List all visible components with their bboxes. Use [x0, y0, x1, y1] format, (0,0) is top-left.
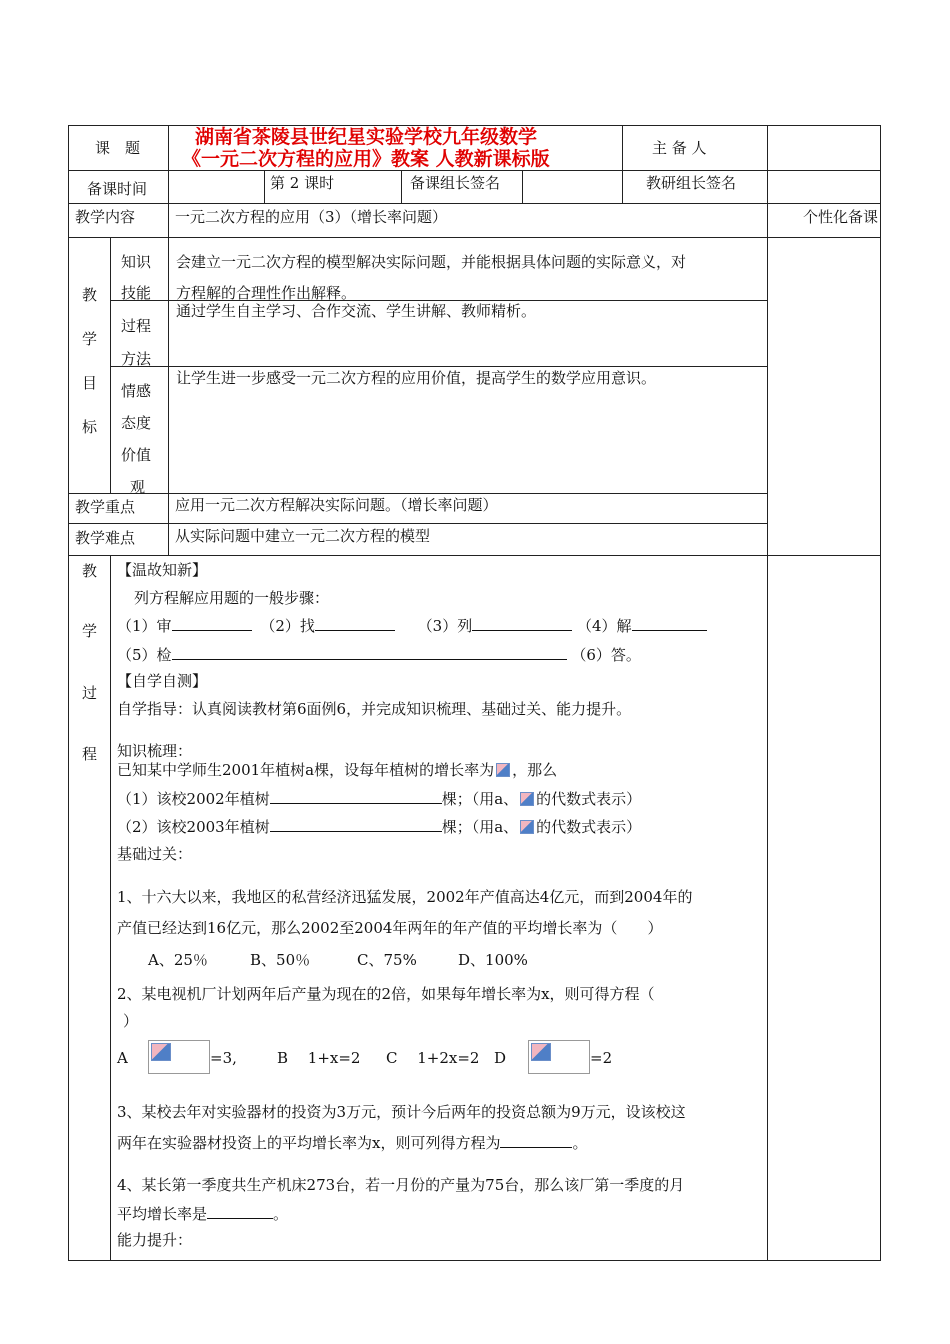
goals-label-char: 教 [82, 286, 98, 304]
knowledge-text: 方程解的合理性作出解释。 [176, 284, 357, 302]
process-label-char: 过 [82, 684, 98, 702]
grid-line [880, 125, 881, 1261]
knowledge-label: 技能 [121, 284, 152, 302]
sorting-intro-text: 已知某中学师生2001年植树a棵，设每年植树的增长率为 [117, 761, 495, 779]
exercise-2-option-d-label: D [494, 1049, 507, 1067]
study-guide: 自学指导：认真阅读教材第6面例6，并完成知识梳理、基础过关、能力提升。 [117, 700, 632, 718]
question-text: （2）该校2003年植树 [117, 818, 270, 836]
sorting-intro [117, 761, 557, 779]
sorting-question [117, 789, 641, 808]
answer-blank [270, 817, 442, 832]
step-4: （4）解 [576, 617, 632, 635]
exercise-1-option-c: C、75% [357, 951, 417, 969]
self-test-heading: 【自学自测】 [117, 672, 208, 690]
goals-label-char: 学 [82, 330, 98, 348]
grid-line [264, 170, 265, 203]
grid-line [522, 170, 523, 203]
grid-line [622, 125, 623, 203]
step-line [117, 645, 641, 664]
preparer-label: 主 备 人 [652, 139, 707, 157]
content-label: 教学内容 [75, 208, 136, 226]
answer-blank [270, 789, 442, 804]
process-method-text: 通过学生自主学习、合作交流、学生讲解、教师精析。 [176, 302, 537, 320]
question-text: 棵；（用a、 [441, 818, 519, 836]
emotion-text: 让学生进一步感受一元二次方程的应用价值，提高学生的数学应用意识。 [176, 369, 657, 387]
question-text: 的代数式表示） [536, 818, 642, 836]
goals-label-char: 标 [82, 418, 98, 436]
process-method-label: 过程 [121, 317, 152, 335]
emotion-label: 价值 [121, 446, 152, 464]
grid-line [401, 170, 402, 203]
topic-label: 课 题 [95, 139, 141, 157]
exercise-3: 3、某校去年对实验器材的投资为3万元，预计今后两年的投资总额为9万元，设该校这 [117, 1103, 686, 1121]
answer-blank [172, 645, 567, 660]
grid-line [110, 366, 767, 367]
grid-line [68, 170, 881, 171]
answer-blank [207, 1204, 273, 1219]
personal-prep-label: 个性化备课 [803, 208, 879, 226]
prep-time-label: 备课时间 [87, 180, 148, 198]
grid-line [168, 203, 169, 555]
answer-blank [172, 616, 252, 631]
grid-line [68, 555, 881, 556]
grid-line [110, 237, 111, 493]
exercise-2-option-c: C 1+2x=2 [386, 1049, 480, 1067]
difficulty-text: 从实际问题中建立一元二次方程的模型 [175, 527, 431, 545]
exercise-1-option-a: A、25％ [148, 951, 208, 969]
difficulty-label: 教学难点 [75, 529, 136, 547]
emotion-label: 情感 [121, 382, 152, 400]
sorting-question [117, 817, 641, 836]
step-5: （5）检 [117, 646, 172, 664]
exercise-2: 2、某电视机厂计划两年后产量为现在的2倍，如果每年增长率为x，则可得方程（ [117, 985, 655, 1003]
goals-label-char: 目 [82, 374, 98, 392]
page-title-line1: 湖南省茶陵县世纪星实验学校九年级数学 [195, 126, 538, 148]
process-label-char: 程 [82, 745, 98, 763]
steps-intro: 列方程解应用题的一般步骤： [134, 589, 330, 607]
step-6: （6）答。 [571, 646, 641, 664]
exercise-4: 4、某长第一季度共生产机床273台，若一月份的产量为75台，那么该厂第一季度的月 [117, 1176, 685, 1194]
exercise-2-option-b: B 1+x=2 [277, 1049, 361, 1067]
answer-blank [472, 616, 572, 631]
emotion-label: 态度 [121, 414, 152, 432]
exercise-3-text: 两年在实验器材投资上的平均增长率为x，则可列得方程为 [117, 1134, 501, 1152]
exercise-4-text: 。 [273, 1205, 289, 1223]
content-text: 一元二次方程的应用（3）（增长率问题） [175, 208, 448, 226]
review-heading: 【温故知新】 [117, 561, 208, 579]
advance-heading: 能力提升： [117, 1231, 193, 1249]
group-leader-sign-label: 备课组长签名 [410, 174, 501, 192]
formula-image-icon [520, 792, 534, 806]
step-3: （3）列 [417, 617, 473, 635]
exercise-4-text: 平均增长率是 [117, 1205, 208, 1223]
grid-line [110, 555, 111, 1260]
formula-image-icon [520, 820, 534, 834]
question-text: （1）该校2002年植树 [117, 790, 270, 808]
formula-image-icon [151, 1043, 171, 1061]
basic-heading: 基础过关： [117, 845, 193, 863]
knowledge-text: 会建立一元二次方程的模型解决实际问题，并能根据具体问题的实际意义，对 [176, 253, 687, 271]
process-method-label: 方法 [121, 350, 152, 368]
sorting-intro-text: ，那么 [512, 761, 558, 779]
answer-blank [500, 1133, 572, 1148]
sorting-heading: 知识梳理： [117, 742, 193, 760]
exercise-1-option-b: B、50％ [250, 951, 311, 969]
formula-image-box [148, 1040, 210, 1074]
exercise-3 [117, 1133, 587, 1152]
answer-blank [632, 616, 707, 631]
knowledge-label: 知识 [121, 253, 152, 271]
step-1: （1）审 [117, 617, 172, 635]
grid-line [68, 125, 69, 1261]
grid-line [767, 125, 768, 1260]
step-line [117, 616, 707, 635]
grid-line [168, 125, 169, 203]
period-text: 第 2 课时 [270, 174, 335, 192]
step-2: （2）找 [260, 617, 315, 635]
key-point-text: 应用一元二次方程解决实际问题。（增长率问题） [175, 496, 498, 514]
grid-line [68, 237, 881, 238]
emotion-label: 观 [130, 478, 146, 496]
process-label-char: 教 [82, 562, 98, 580]
research-leader-sign-label: 教研组长签名 [646, 174, 737, 192]
question-text: 的代数式表示） [536, 790, 642, 808]
exercise-1: 1、十六大以来，我地区的私营经济迅猛发展，2002年产值高达4亿元，而到2004年的 [117, 888, 693, 906]
exercise-4 [117, 1204, 288, 1223]
key-point-label: 教学重点 [75, 498, 136, 516]
exercise-2-option-d-tail: =2 [590, 1049, 613, 1067]
grid-line [68, 1260, 881, 1261]
exercise-2: ） [123, 1012, 139, 1030]
grid-line [68, 203, 881, 204]
process-label-char: 学 [82, 622, 98, 640]
formula-image-icon [531, 1043, 551, 1061]
exercise-1-option-d: D、100% [458, 951, 528, 969]
question-text: 棵；（用a、 [441, 790, 519, 808]
exercise-1: 产值已经达到16亿元，那么2002至2004年两年的年产值的平均增长率为（ ） [117, 919, 663, 937]
exercise-2-option-a-label: A [117, 1049, 128, 1067]
formula-image-box [528, 1040, 590, 1074]
answer-blank [315, 616, 395, 631]
exercise-2-option-a-tail: =3, [210, 1049, 237, 1067]
grid-line [68, 493, 767, 494]
formula-image-icon [496, 763, 510, 777]
exercise-3-text: 。 [572, 1134, 588, 1152]
page-title-line2: 《一元二次方程的应用》教案 人教新课标版 [182, 148, 550, 170]
grid-line [68, 523, 767, 524]
